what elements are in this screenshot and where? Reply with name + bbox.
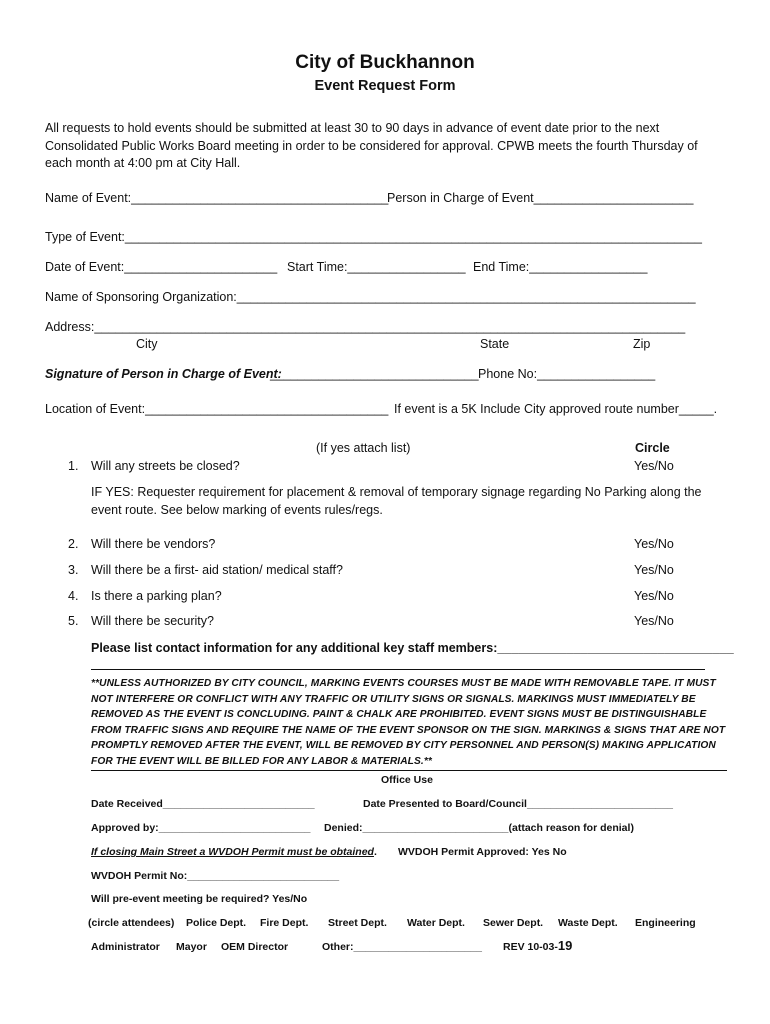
- form-subtitle: Event Request Form: [314, 78, 456, 94]
- question-5-answer[interactable]: Yes/No: [634, 614, 674, 628]
- pre-event-meeting-choice[interactable]: Will pre-event meeting be required? Yes/No: [91, 893, 308, 905]
- attendee-police[interactable]: Police Dept.: [186, 917, 247, 929]
- location-field[interactable]: Location of Event:___________________________________: [45, 402, 389, 416]
- name-of-event-field[interactable]: Name of Event:_____________________________________: [45, 191, 389, 205]
- attendee-sewer[interactable]: Sewer Dept.: [483, 917, 544, 929]
- wvdoh-approved-choice[interactable]: WVDOH Permit Approved: Yes No: [398, 846, 567, 858]
- question-2-answer[interactable]: Yes/No: [634, 537, 674, 551]
- revision-prefix: REV 10-03-: [503, 941, 558, 953]
- zip-label: Zip: [633, 337, 651, 351]
- wvdoh-notice-period: .: [373, 846, 377, 858]
- office-use-heading: Office Use: [381, 774, 433, 786]
- question-4-answer[interactable]: Yes/No: [634, 589, 674, 603]
- attendee-waste[interactable]: Waste Dept.: [558, 917, 618, 929]
- route-number-field[interactable]: If event is a 5K Include City approved route number_____.: [394, 402, 718, 416]
- question-3-text: Will there be a first- aid station/ medical staff?: [91, 563, 343, 577]
- marking-rules-disclaimer: **UNLESS AUTHORIZED BY CITY COUNCIL, MARKING EVENTS COURSES MUST BE MADE WITH REMOVABLE TAPE. IT MUST NOT INTERFERE OR CONFLICT WITH ANY TRAFFIC OR UTILITY SIGNS OR SIGNALS. MARKINGS MUST IMMEDIATELY BE REMOVED AS THE EVENT IS CONCLUDING. PAINT & CHALK ARE PROHIBITED. EVENT SIGNS MUST BE DISTINGUISHABLE FROM TRAFFIC SIGNS AND REQUIRE THE NAME OF THE EVENT SPONSOR ON THE SIGN. MARKINGS & SIGNS THAT ARE NOT PROMPTLY REMOVED AFTER THE EVENT, WILL BE REMOVED BY CITY PERSONNEL AND PERSON(S) MAKING APPLICATION FOR THE EVENT WILL BE BILLED FOR ANY LABOR & MATERIALS.**: [91, 678, 726, 767]
- question-1-number: 1.: [68, 459, 79, 473]
- signature-label: Signature of Person in Charge of Event:: [45, 367, 282, 381]
- attendee-oem-director[interactable]: OEM Director: [221, 941, 289, 953]
- start-time-field[interactable]: Start Time:_________________: [287, 260, 466, 274]
- question-5-text: Will there be security?: [91, 614, 214, 628]
- revision-year: 19: [557, 938, 573, 953]
- end-time-field[interactable]: End Time:_________________: [473, 260, 648, 274]
- attendee-other-field[interactable]: Other:______________________: [322, 941, 482, 953]
- wvdoh-notice: [91, 846, 377, 858]
- if-yes-note: IF YES: Requester requirement for placement & removal of temporary signage regarding No Parking along the event route. See below marking of events rules/regs.: [91, 485, 702, 517]
- attendee-street[interactable]: Street Dept.: [328, 917, 387, 929]
- type-of-event-field[interactable]: Type of Event:___________________________________________________________________________________: [45, 230, 702, 244]
- attendee-mayor[interactable]: Mayor: [176, 941, 207, 953]
- question-3-number: 3.: [68, 563, 79, 577]
- sponsoring-org-field[interactable]: Name of Sponsoring Organization:__________________________________________________________________: [45, 290, 696, 304]
- question-4-number: 4.: [68, 589, 79, 603]
- signature-field[interactable]: ______________________________: [270, 367, 479, 381]
- person-in-charge-field[interactable]: Person in Charge of Event_______________________: [387, 191, 694, 205]
- revision-label: [503, 938, 572, 953]
- address-field[interactable]: Address:_____________________________________________________________________________________: [45, 320, 686, 334]
- attendees-label: (circle attendees): [88, 917, 175, 929]
- state-label: State: [480, 337, 510, 351]
- contact-info-field[interactable]: Please list contact information for any additional key staff members:__________________________________: [91, 641, 734, 655]
- question-2-number: 2.: [68, 537, 79, 551]
- office-use-divider: [91, 770, 727, 771]
- form-title: City of Buckhannon: [295, 52, 475, 73]
- wvdoh-notice-text: If closing Main Street a WVDOH Permit must be obtained: [91, 846, 374, 858]
- attendee-engineering[interactable]: Engineering: [635, 917, 696, 929]
- question-5-number: 5.: [68, 614, 79, 628]
- attendee-administrator[interactable]: Administrator: [91, 941, 160, 953]
- contact-info-second-line[interactable]: [91, 669, 705, 670]
- question-3-answer[interactable]: Yes/No: [634, 563, 674, 577]
- attendee-fire[interactable]: Fire Dept.: [260, 917, 309, 929]
- denied-field[interactable]: Denied:_________________________(attach reason for denial): [324, 822, 634, 834]
- date-received-field[interactable]: Date Received__________________________: [91, 798, 315, 810]
- date-of-event-field[interactable]: Date of Event:______________________: [45, 260, 278, 274]
- phone-field[interactable]: Phone No:_________________: [478, 367, 656, 381]
- date-presented-field[interactable]: Date Presented to Board/Council_________________________: [363, 798, 673, 810]
- attendee-water[interactable]: Water Dept.: [407, 917, 465, 929]
- attach-list-note: (If yes attach list): [316, 441, 411, 455]
- question-2-text: Will there be vendors?: [91, 537, 216, 551]
- city-label: City: [136, 337, 158, 351]
- question-1-text: Will any streets be closed?: [91, 459, 240, 473]
- question-4-text: Is there a parking plan?: [91, 589, 222, 603]
- question-1-answer[interactable]: Yes/No: [634, 459, 674, 473]
- intro-paragraph: All requests to hold events should be submitted at least 30 to 90 days in advance of event date prior to the next Consolidated Public Works Board meeting in order to be considered for approval. CPWB meets the fourth Thursday of each month at 4:00 pm at City Hall.: [45, 121, 698, 170]
- wvdoh-permit-no-field[interactable]: WVDOH Permit No:__________________________: [91, 870, 340, 882]
- circle-header: Circle: [635, 441, 670, 455]
- approved-by-field[interactable]: Approved by:__________________________: [91, 822, 311, 834]
